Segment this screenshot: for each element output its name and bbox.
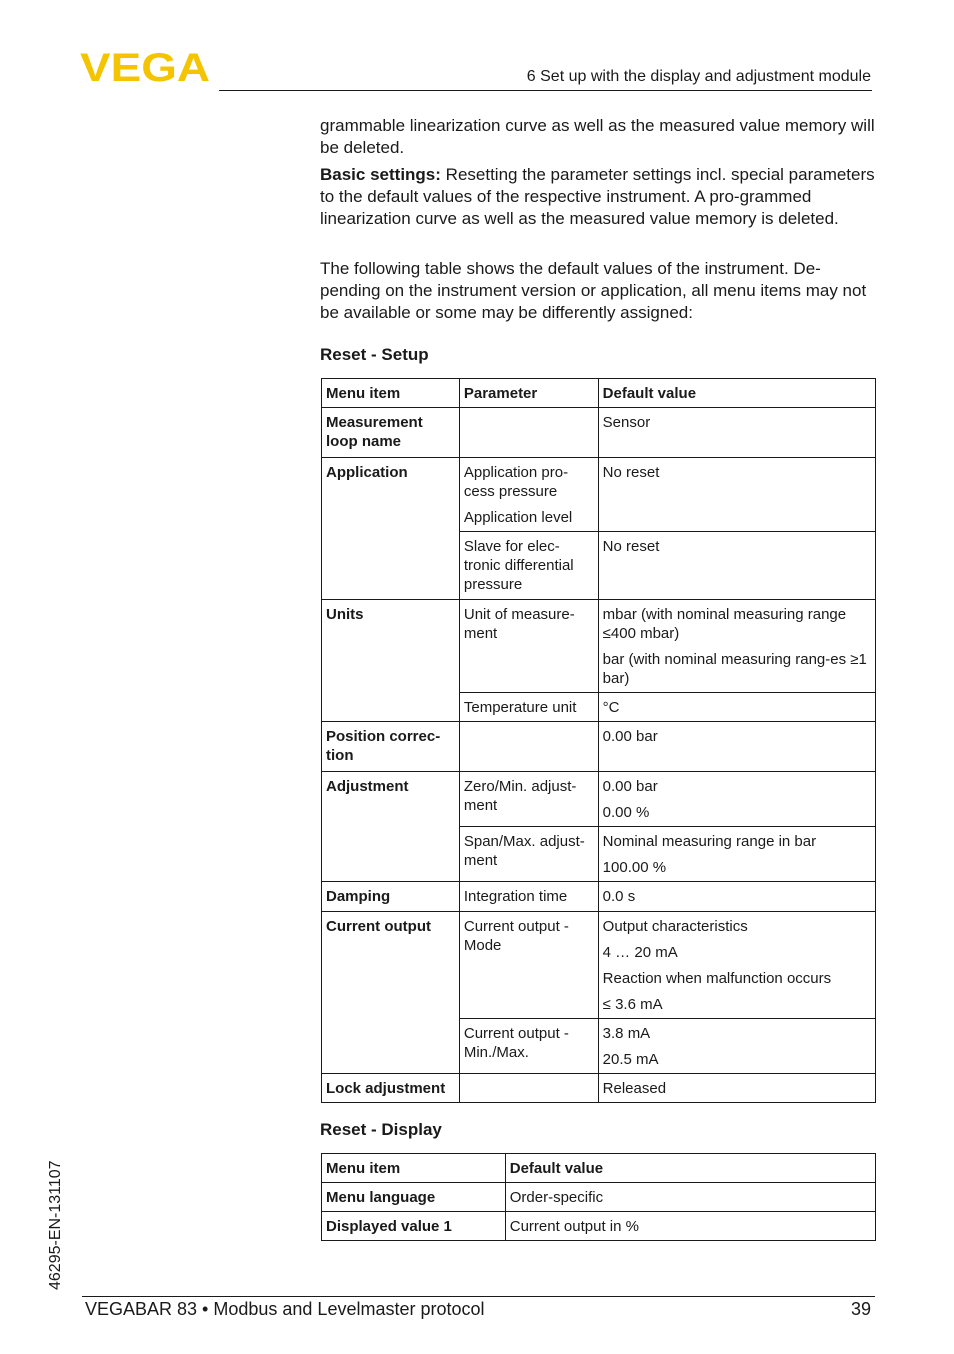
- table-row: [322, 600, 876, 693]
- parameter-cell: Temperature unit: [459, 693, 598, 722]
- table-header-row: [322, 1154, 876, 1183]
- parameter-cell: Current output - Mode: [459, 912, 598, 1019]
- parameter-cell: Span/Max. adjust-ment: [459, 827, 598, 882]
- parameter-cell: [459, 1074, 598, 1103]
- table-header-row: [322, 379, 876, 408]
- parameter-cell: Current output - Min./Max.: [459, 1019, 598, 1074]
- table-row: [322, 912, 876, 1019]
- column-header: Menu item: [322, 379, 460, 408]
- value-line: mbar (with nominal measuring range ≤400 mbar): [602, 606, 847, 642]
- default-value-cell: No reset: [598, 532, 875, 600]
- value-line: 0.00 bar: [602, 778, 658, 795]
- table-intro-text: The following table shows the default values of the instrument. De-pending on the instrument version or application, all menu items may not be available or some may be differently assigned:: [320, 259, 867, 322]
- intro-paragraph: [320, 115, 880, 159]
- parameter-cell: Unit of measure-ment: [459, 600, 598, 693]
- paragraph-continuation: grammable linearization curve as well as the measured value memory will be deleted.: [320, 116, 875, 157]
- menu-item-cell: Position correc-tion: [322, 722, 460, 772]
- table-row: [322, 772, 876, 827]
- column-header: Default value: [598, 379, 875, 408]
- table-row: [322, 1212, 876, 1241]
- parameter-line: Application level: [463, 509, 573, 526]
- value-line: Output characteristics: [602, 918, 748, 935]
- default-value-cell: °C: [598, 693, 875, 722]
- reset-display-table: [321, 1153, 876, 1241]
- reset-setup-table: [321, 378, 876, 1103]
- menu-item-cell: Lock adjustment: [322, 1074, 460, 1103]
- value-line: Nominal measuring range in bar: [602, 833, 817, 850]
- default-value-cell: Order-specific: [505, 1183, 875, 1212]
- table-row: [322, 458, 876, 532]
- vega-logo: [80, 50, 212, 84]
- default-value-cell: 0.0 s: [598, 882, 875, 912]
- value-line: 100.00 %: [602, 859, 667, 876]
- default-value-cell: [598, 827, 875, 882]
- basic-settings-label: Basic settings:: [320, 165, 441, 184]
- menu-item-cell: Menu language: [322, 1183, 506, 1212]
- menu-item-cell: Application: [322, 458, 460, 600]
- value-line: 4 … 20 mA: [602, 944, 678, 961]
- footer-divider: [82, 1296, 875, 1297]
- table-intro-paragraph: [320, 258, 880, 324]
- chapter-title: 6 Set up with the display and adjustment module: [526, 68, 871, 85]
- vega-logo-text: VEGA: [80, 50, 210, 84]
- value-line: 20.5 mA: [602, 1051, 659, 1068]
- default-value-cell: [598, 772, 875, 827]
- document-code: 46295-EN-131107: [47, 1160, 64, 1290]
- column-header: Parameter: [459, 379, 598, 408]
- table-row: [322, 722, 876, 772]
- default-value-cell: Released: [598, 1074, 875, 1103]
- parameter-cell: Slave for elec-tronic differential pressure: [459, 532, 598, 600]
- table-row: [322, 408, 876, 458]
- default-value-cell: Current output in %: [505, 1212, 875, 1241]
- menu-item-cell: Measurement loop name: [322, 408, 460, 458]
- parameter-cell: [459, 408, 598, 458]
- default-value-cell: [598, 600, 875, 693]
- value-line: 0.00 %: [602, 804, 650, 821]
- table-row: [322, 1074, 876, 1103]
- menu-item-cell: Current output: [322, 912, 460, 1074]
- value-line: 3.8 mA: [602, 1025, 651, 1042]
- menu-item-cell: Units: [322, 600, 460, 722]
- page-number: 39: [850, 1299, 871, 1319]
- parameter-line: Application pro-cess pressure: [463, 464, 569, 500]
- reset-setup-heading: Reset - Setup: [320, 345, 429, 364]
- value-line: ≤ 3.6 mA: [602, 996, 663, 1013]
- reset-display-heading: Reset - Display: [320, 1120, 442, 1139]
- menu-item-cell: Displayed value 1: [322, 1212, 506, 1241]
- table-row: [322, 1183, 876, 1212]
- table-row: [322, 882, 876, 912]
- default-value-cell: Sensor: [598, 408, 875, 458]
- default-value-cell: No reset: [598, 458, 875, 532]
- column-header: Default value: [505, 1154, 875, 1183]
- default-value-cell: 0.00 bar: [598, 722, 875, 772]
- parameter-cell: Zero/Min. adjust-ment: [459, 772, 598, 827]
- column-header: Menu item: [322, 1154, 506, 1183]
- menu-item-cell: Damping: [322, 882, 460, 912]
- value-line: bar (with nominal measuring rang-es ≥1 bar): [602, 651, 867, 687]
- parameter-cell: [459, 722, 598, 772]
- header-divider: [219, 90, 872, 91]
- basic-settings-paragraph: [320, 164, 880, 230]
- parameter-cell: [459, 458, 598, 532]
- parameter-cell: Integration time: [459, 882, 598, 912]
- value-line: Reaction when malfunction occurs: [602, 970, 832, 987]
- basic-settings-text: Resetting the parameter settings incl. special parameters to the default values of the respective instrument. A pro-grammed linearization curve as well as the measured value memory is deleted.: [320, 165, 875, 228]
- default-value-cell: [598, 1019, 875, 1074]
- footer-title: VEGABAR 83 • Modbus and Levelmaster protocol: [85, 1299, 485, 1319]
- default-value-cell: [598, 912, 875, 1019]
- menu-item-cell: Adjustment: [322, 772, 460, 882]
